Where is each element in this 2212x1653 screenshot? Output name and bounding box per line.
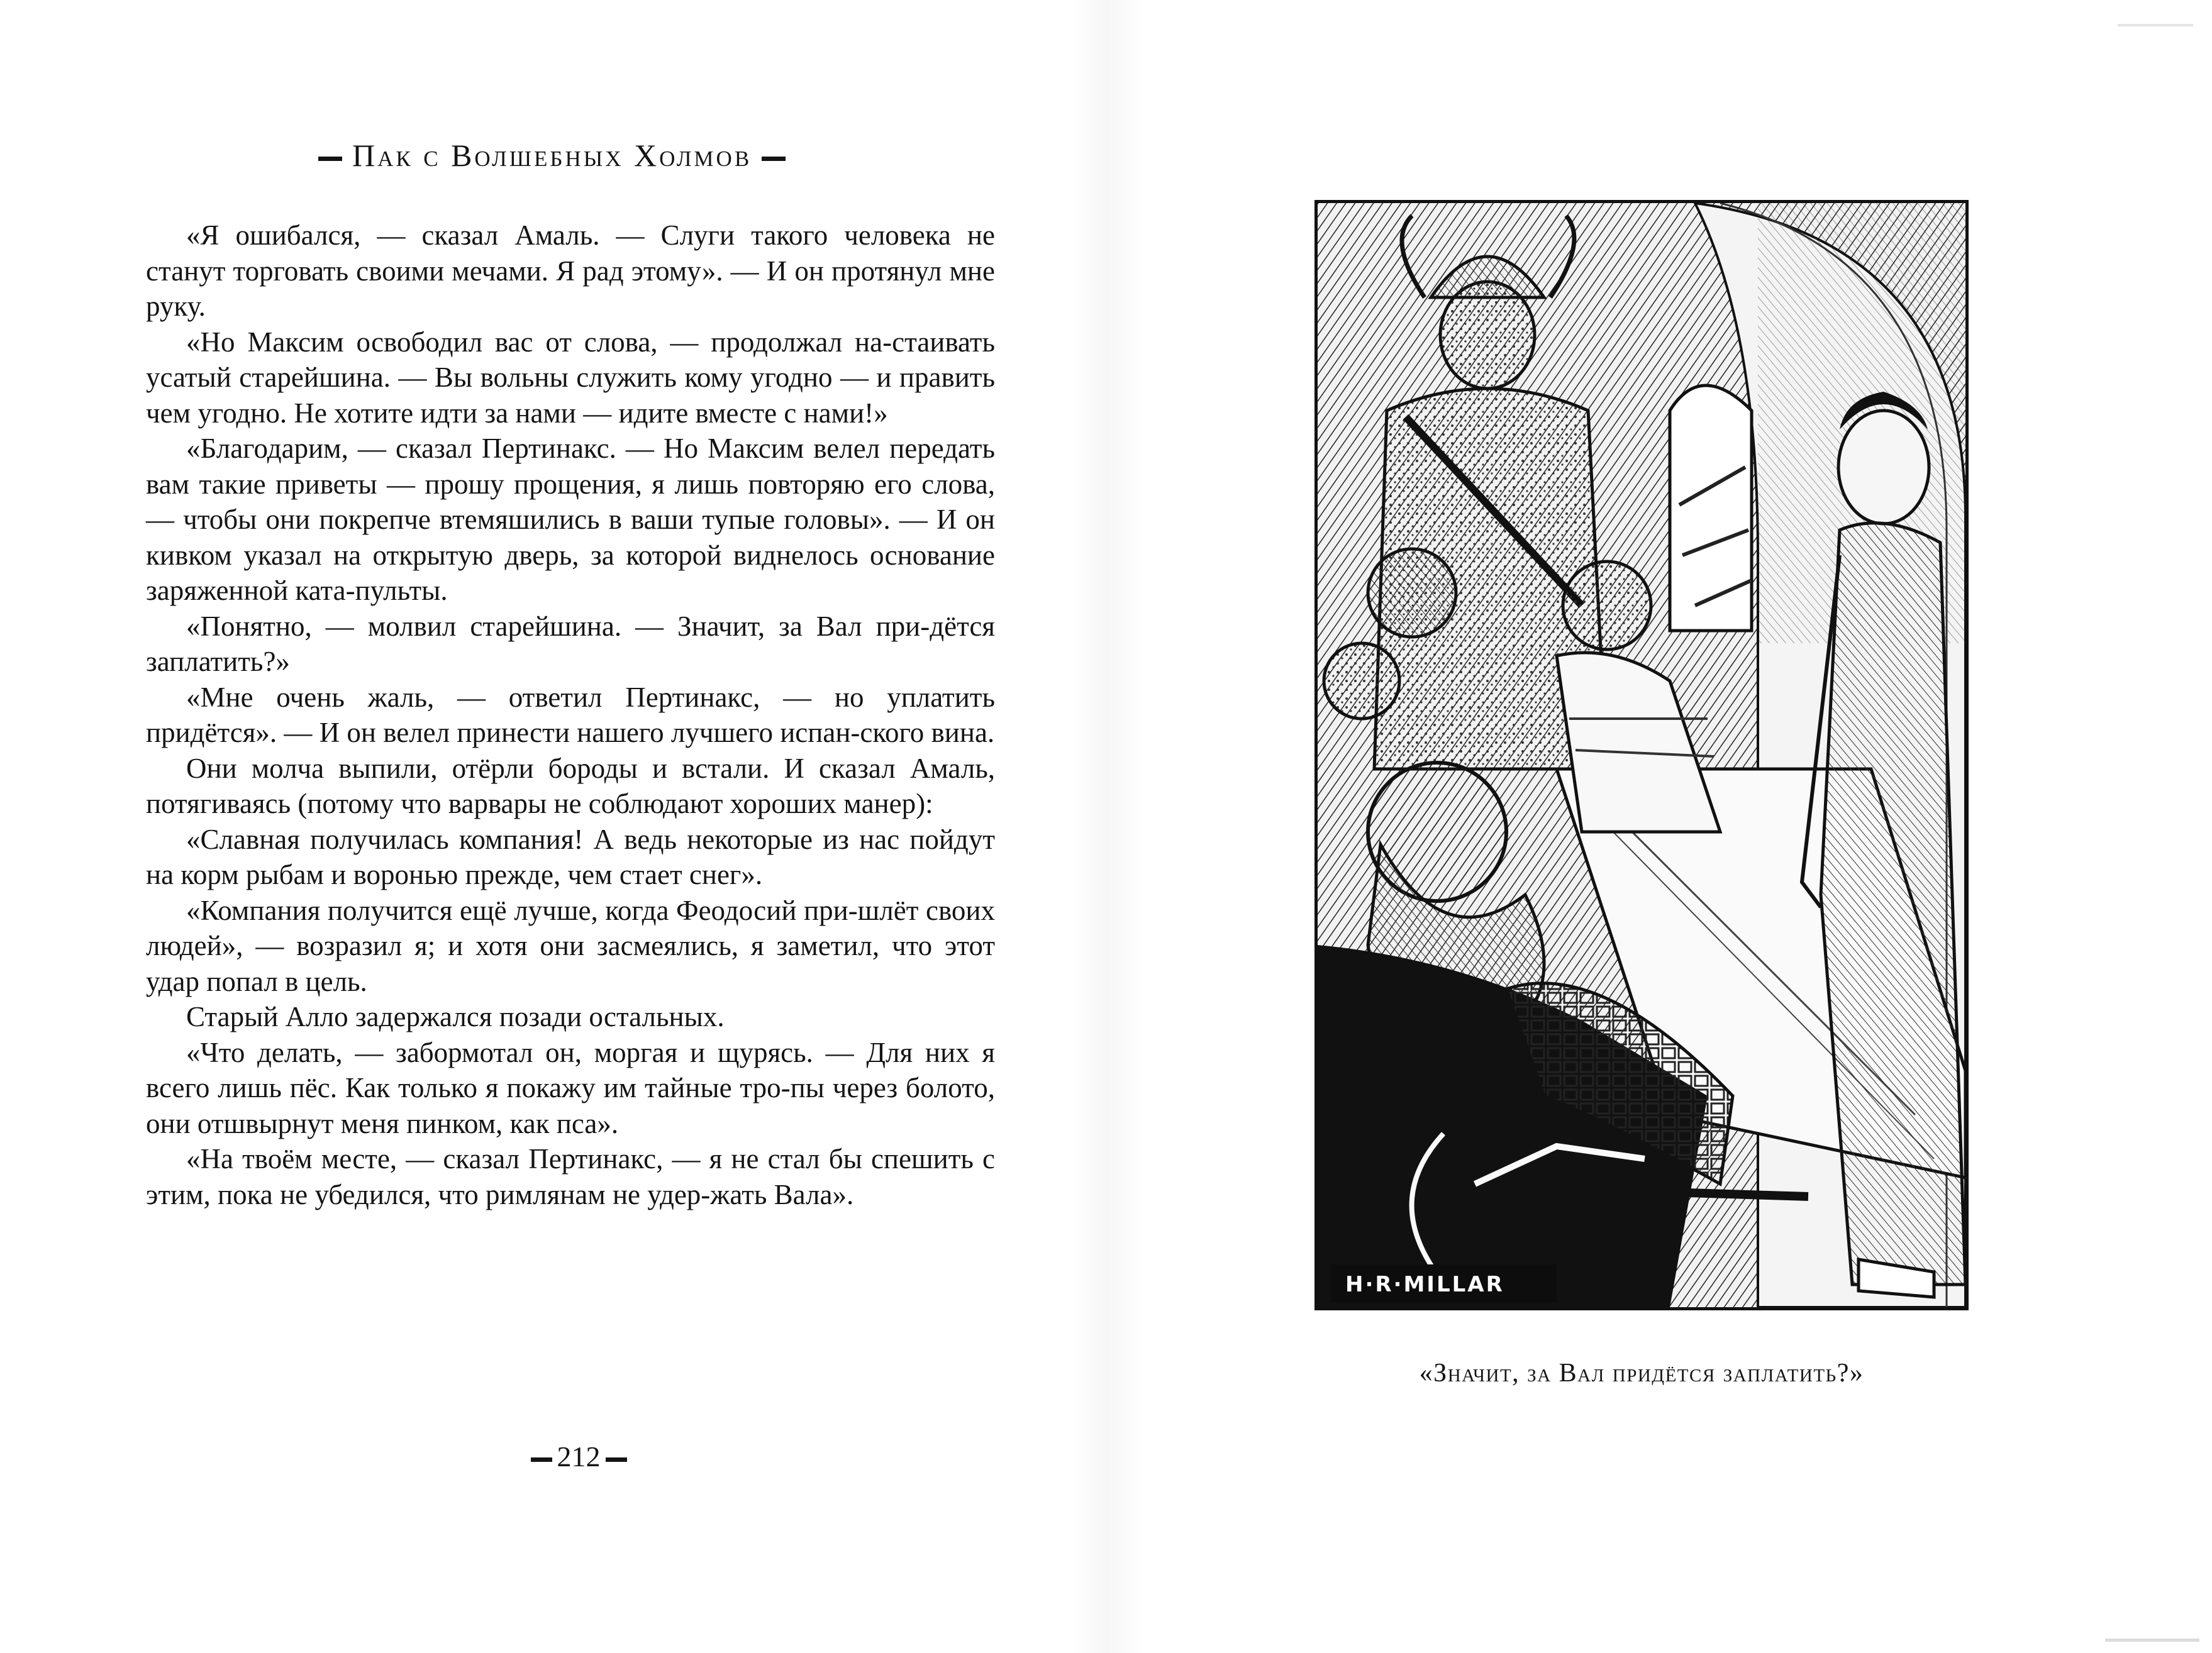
paragraph: «Но Максим освободил вас от слова, — продолжал на-стаивать усатый старейшина. — Вы вольны служить кому угодно — и править чем угодно. Не хотите идти за нами — идите вместе с нами!» <box>146 326 995 429</box>
paragraph: Старый Алло задержался позади остальных. <box>186 1001 725 1032</box>
paragraph: «Что делать, — забормотал он, моргая и щурясь. — Для них я всего лишь пёс. Как только я покажу им тайные тро-пы через болото, они отшвырнут меня пинком, как пса». <box>146 1036 995 1139</box>
paragraph: «Я ошибался, — сказал Амаль. — Слуги такого человека не станут торговать своими мечами. Я рад этому». — И он протянул мне руку. <box>146 219 995 322</box>
scan-edge-mark-bottom <box>2105 1639 2199 1642</box>
page-number-text: 212 <box>557 1440 601 1473</box>
page-number <box>491 1440 667 1473</box>
running-head-text: Пак с Волшебных Холмов <box>352 138 752 173</box>
paragraph: «Мне очень жаль, — ответил Пертинакс, — но уплатить придётся». — И он велел принести нашего лучшего испан-ского вина. <box>146 681 995 748</box>
page-number-dash-left <box>531 1457 552 1462</box>
roman-head <box>1838 411 1929 524</box>
illustration-signature: H·R·MILLAR <box>1345 1272 1504 1297</box>
body-text <box>146 218 995 1212</box>
scan-edge-mark <box>2118 24 2193 26</box>
illustration-frame <box>1314 200 1969 1310</box>
paragraph: «На твоём месте, — сказал Пертинакс, — я не стал бы спешить с этим, пока не убедился, что римлянам не удер-жать Вала». <box>146 1143 995 1210</box>
roman-toga <box>1821 523 1965 1285</box>
running-head-dash-left <box>318 157 342 161</box>
illustration-caption: «Значит, за Вал придётся заплатить?» <box>1419 1359 1864 1388</box>
paragraph: «Компания получится ещё лучше, когда Феодосий при-шлёт своих людей», — возразил я; и хотя они засмеялись, я заметил, что этот удар попал в цель. <box>146 894 995 997</box>
illustration-drawing <box>1318 203 1965 1307</box>
running-head-dash-right <box>762 157 786 161</box>
paragraph: «Благодарим, — сказал Пертинакс. — Но Максим велел передать вам такие приветы — прошу прощения, я лишь повторяю его слова, — чтобы они покрепче втемяшились в ваши тупые головы». — И он кивком указал на открытую дверь, за которой виднелось основание заряженной ката-пульты. <box>146 433 995 606</box>
paragraph: «Понятно, — молвил старейшина. — Значит, за Вал при-дётся заплатить?» <box>146 610 995 677</box>
paragraph: Они молча выпили, отёрли бороды и встали. И сказал Амаль, потягиваясь (потому что варвары не соблюдают хороших манер): <box>146 752 995 819</box>
doorway <box>1670 385 1752 631</box>
page-number-dash-right <box>606 1457 627 1462</box>
paragraph: «Славная получилась компания! А ведь некоторые из нас пойдут на корм рыбам и воронью прежде, чем стает снег». <box>146 823 995 890</box>
running-head <box>308 137 843 174</box>
gutter-shadow <box>1069 0 1145 1653</box>
